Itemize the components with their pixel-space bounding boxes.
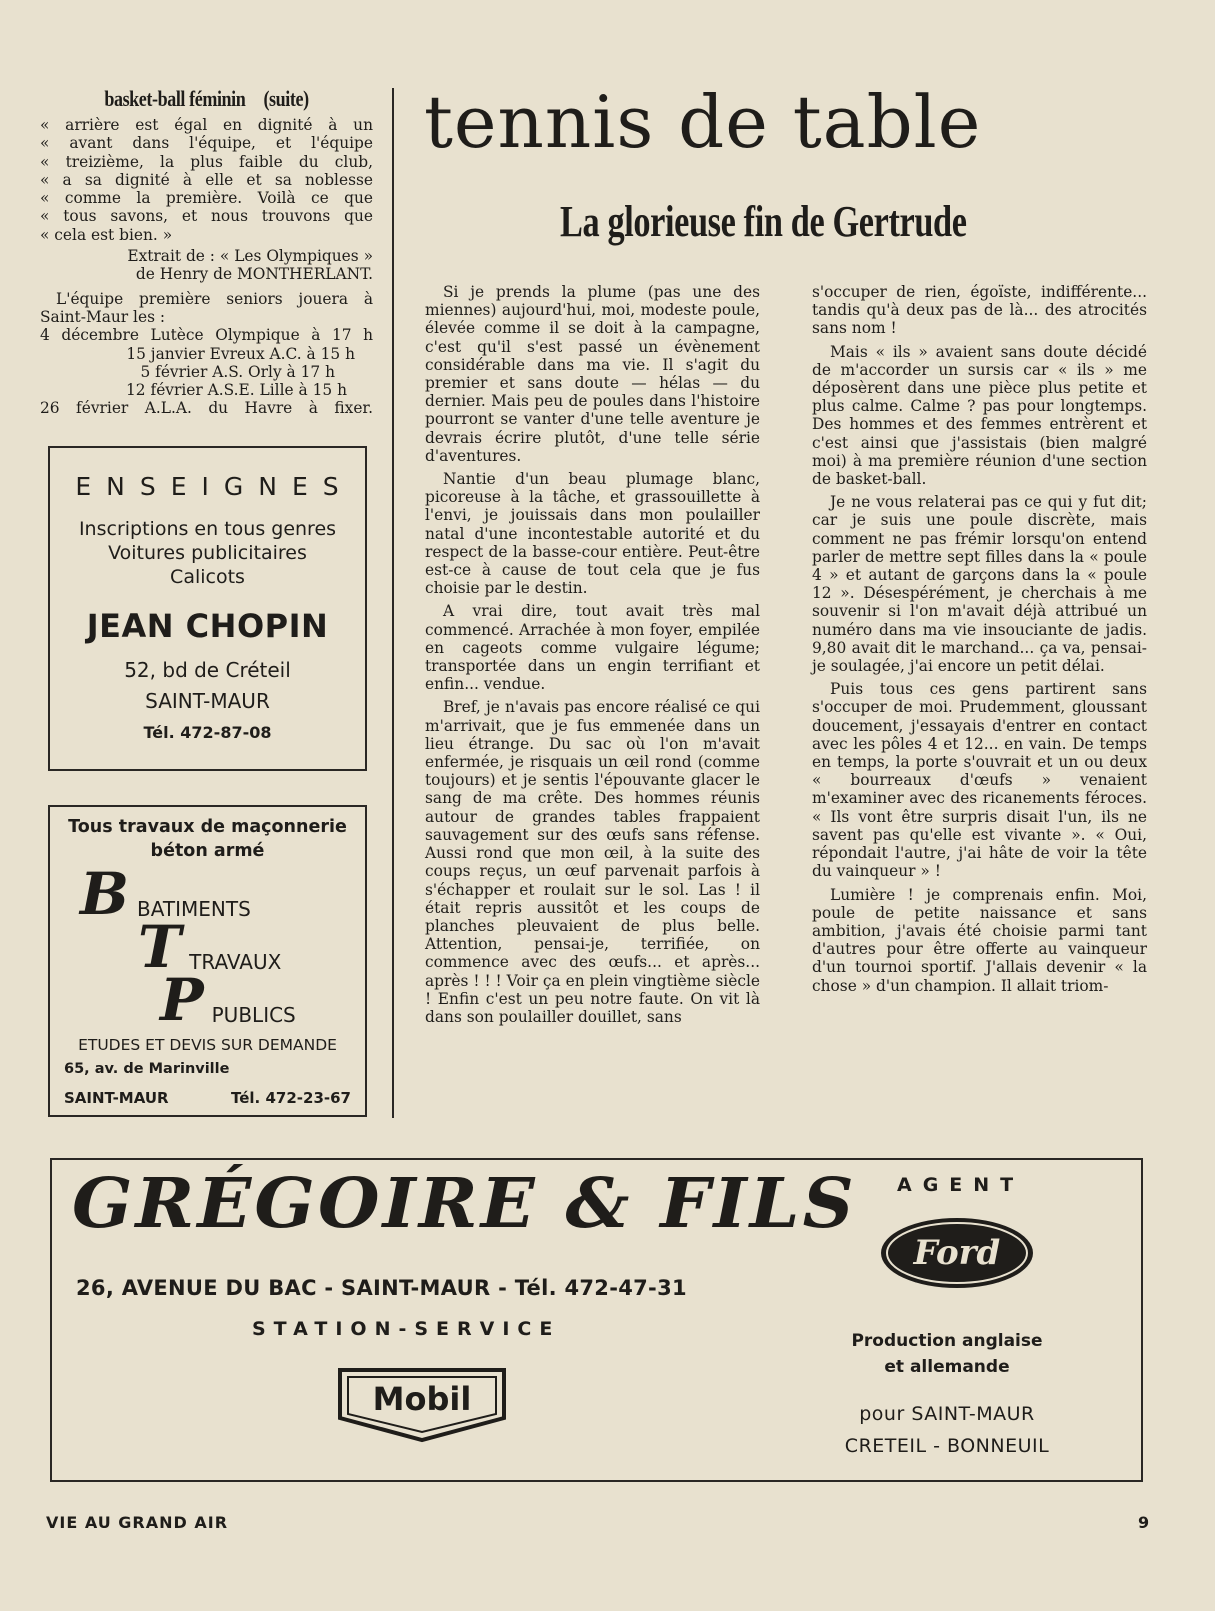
quote-line: « a sa dignité à elle et sa noblesse xyxy=(40,170,373,189)
ad-btp-row-b xyxy=(80,860,251,928)
basket-title xyxy=(70,86,343,112)
ad-enseignes xyxy=(48,446,367,771)
page-number: 9 xyxy=(1138,1513,1150,1532)
article-column-1 xyxy=(425,283,760,1031)
ad-btp-letter-b: B xyxy=(80,860,130,928)
schedule-item: 15 janvier Evreux A.C. à 15 h xyxy=(126,344,355,363)
ad-btp-word-batiments: BATIMENTS xyxy=(137,897,251,921)
ad-enseignes-name: JEAN CHOPIN xyxy=(86,607,329,645)
ford-logo xyxy=(877,1214,1037,1292)
ford-logo-text: Ford xyxy=(913,1233,1001,1273)
mobil-logo-text: Mobil xyxy=(372,1380,472,1418)
quote-line: « comme la première. Voilà ce que xyxy=(40,189,373,208)
ad-gregoire xyxy=(50,1158,1143,1482)
article-paragraph: Nantie d'un beau plumage blanc, picoreuse à la tâche, et grassouillette à l'envi, je jouissais dans mon poulailler natal d'une incontestable autorité et du respect de la basse-cour entière. Peut-être est-ce à cause de tout cela que je fus choisie par le destin. xyxy=(425,470,760,598)
schedule-item: 12 février A.S.E. Lille à 15 h xyxy=(126,381,347,400)
quote-line: « treizième, la plus faible du club, xyxy=(40,152,373,171)
basket-title-text: basket-ball féminin xyxy=(104,86,246,111)
quote-credit-author: de Henry de MONTHERLANT. xyxy=(135,265,373,284)
quote-credit-source: Extrait de : « Les Olympiques » xyxy=(127,247,373,266)
ad-btp-row-t xyxy=(138,913,282,981)
ad-gregoire-towns: CRETEIL - BONNEUIL xyxy=(844,1435,1050,1457)
ad-btp-word-publics: PUBLICS xyxy=(211,1003,296,1027)
ad-gregoire-prod-line: Production anglaise xyxy=(851,1331,1043,1351)
schedule-item: 4 décembre Lutèce Olympique à 17 h xyxy=(40,326,373,345)
ad-btp-address: 65, av. de Marinville xyxy=(64,1061,230,1077)
footer-magazine-name: VIE AU GRAND AIR xyxy=(46,1513,229,1532)
article-title: La glorieuse fin de Gertrude xyxy=(560,197,967,246)
ad-enseignes-city: SAINT-MAUR xyxy=(145,689,270,713)
article-paragraph: s'occuper de rien, égoïste, indifférente... tandis qu'à deux pas de là... des atrocités sans nom ! xyxy=(812,283,1147,338)
ad-gregoire-area xyxy=(822,1398,1072,1462)
schedule-item: 26 février A.L.A. du Havre à fixer. xyxy=(40,399,373,418)
ad-gregoire-brand: GRÉGOIRE & FILS xyxy=(72,1164,857,1244)
schedule-item: 5 février A.S. Orly à 17 h xyxy=(140,362,335,381)
ad-btp xyxy=(48,805,367,1117)
ad-enseignes-address: 52, bd de Créteil xyxy=(124,658,291,682)
article-paragraph: Bref, je n'avais pas encore réalisé ce qui m'arrivait, que je fus emmenée dans un lieu étrange. Du sac où l'on m'avait enfermée, je risquais un œil rond (comme toujours) et je sentis l'épouvante glacer le sang de ma crête. Des hommes réunis autour de grandes tables frappaient sauvagement sur des œufs sans réfense. Aussi rond que mon œil, à la suite des coups reçus, un œuf parvenait parfois à s'échapper et roulait sur le sol. Las ! il était repris aussitôt et les coups de planches pleuvaient de plus belle. Attention, pensai-je, terrifiée, on commence avec des œufs... et après... après ! ! ! Voir ça en plein vingtième siècle ! Enfin c'est un peu notre faute. On vit là dans son poulailler douillet, sans xyxy=(425,698,760,1026)
ad-btp-tel: Tél. 472-23-67 xyxy=(231,1089,351,1107)
ad-enseignes-line: Calicots xyxy=(170,566,245,588)
section-heading: tennis de table xyxy=(424,80,982,164)
quote-line: « avant dans l'équipe, et l'équipe xyxy=(40,134,373,153)
ad-btp-top-line: Tous travaux de maçonnerie xyxy=(68,817,347,837)
ad-enseignes-line: Voitures publicitaires xyxy=(108,542,307,564)
basket-continuation xyxy=(40,86,373,418)
article-paragraph: Je ne vous relaterai pas ce qui y fut dit; car je suis une poule discrète, mais comment ne pas frémir lorsqu'on entend parler de mettre sept filles dans la « poule 4 » et autant de garçons dans la « poule 12 ». Désespérément, je cherchais à me souvenir si l'on m'avait déjà attribué un numéro dans ma vie insouciante de jadis. 9,80 avait dit le marchand... ça va, pensai-je soulagée, j'ai encore un petit délai. xyxy=(812,493,1147,676)
basket-suite: (suite) xyxy=(263,86,309,111)
article-paragraph: Mais « ils » avaient sans doute décidé de m'accorder un sursis car « ils » me déposèrent dans une pièce plus petite et plus calme. Calme ? pas pour longtemps. Des hommes et des femmes entrèrent et c'est ainsi que j'assistais (bien malgré moi) à ma première réunion d'une section de basket-ball. xyxy=(812,342,1147,489)
column-divider xyxy=(392,88,394,1118)
ad-enseignes-line: Inscriptions en tous genres xyxy=(78,518,337,540)
ad-btp-contact xyxy=(64,1089,351,1107)
quote-line: « tous savons, et nous trouvons que xyxy=(40,207,373,226)
ad-btp-devis: ETUDES ET DEVIS SUR DEMANDE xyxy=(78,1036,337,1054)
ad-btp-row-p xyxy=(160,966,296,1034)
article-paragraph: Puis tous ces gens partirent sans s'occuper de moi. Prudemment, gloussant doucement, j'essayais d'entrer en contact avec les pôles 4 et 12... en vain. De temps en temps, la porte s'ouvrait et un ou deux « bourreaux d'œufs » venaient m'examiner avec des ricanements féroces. « Ils vont être surpris disait l'un, ils ne savent pas qu'elle est vivante ». « Oui, répondait l'autre, j'ai hâte de voir la tête du vainqueur » ! xyxy=(812,680,1147,881)
ad-enseignes-heading: ENSEIGNES xyxy=(75,472,354,501)
ad-btp-letter-p: P xyxy=(160,966,204,1034)
article-paragraph: Lumière ! je comprenais enfin. Moi, poule de petite naissance et sans ambition, j'avais été choisie parmi tant d'autres pour être offerte au vainqueur d'un tournoi sportif. J'allais devenir « la chose » d'un champion. Il allait triom- xyxy=(812,885,1147,995)
article-paragraph: Si je prends la plume (pas une des miennes) aujourd'hui, moi, modeste poule, élevée comme il se doit à la campagne, c'est qu'il s'est passé un évènement considérable dans ma vie. Il s'agit du premier et sans doute — hélas — du dernier. Mais peu de poules dans l'histoire pourront se vanter d'une telle aventure je devrais écrire plutôt, d'une telle série d'aventures. xyxy=(425,283,760,465)
ad-gregoire-pour: pour SAINT-MAUR xyxy=(859,1403,1035,1425)
quote-line: « cela est bien. » xyxy=(40,225,173,244)
ad-gregoire-agent: AGENT xyxy=(897,1174,1025,1196)
ad-gregoire-service: STATION-SERVICE xyxy=(252,1318,561,1340)
schedule-list xyxy=(40,326,373,417)
article-paragraph: A vrai dire, tout avait très mal commencé. Arrachée à mon foyer, empilée en cageots comme vulgaire légume; transportée dans un engin terrifiant et enfin... vendue. xyxy=(425,602,760,694)
ad-gregoire-prod-line: et allemande xyxy=(884,1357,1010,1377)
article-column-2 xyxy=(812,283,1147,1000)
mobil-logo xyxy=(334,1366,510,1444)
ad-gregoire-address: 26, AVENUE DU BAC - SAINT-MAUR - Tél. 472-47-31 xyxy=(76,1276,687,1300)
quote-line: « arrière est égal en dignité à un xyxy=(40,116,373,134)
ad-btp-letter-t: T xyxy=(138,913,182,981)
ad-btp-city: SAINT-MAUR xyxy=(64,1089,169,1107)
ad-btp-top-line: béton armé xyxy=(150,841,265,861)
ad-btp-word-travaux: TRAVAUX xyxy=(189,950,282,974)
basket-quote xyxy=(40,116,373,244)
schedule-intro: L'équipe première seniors jouera à Saint-Maur les : xyxy=(40,289,373,326)
ad-enseignes-tel: Tél. 472-87-08 xyxy=(143,723,272,742)
ad-gregoire-production xyxy=(822,1328,1072,1380)
